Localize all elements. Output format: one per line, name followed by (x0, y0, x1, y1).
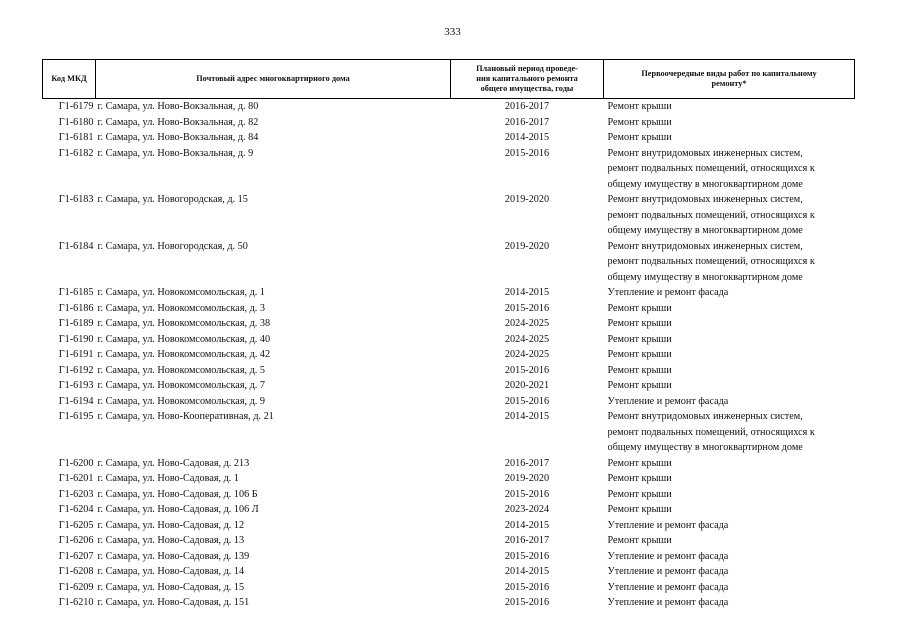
code-cell: Г1-6191 (58, 349, 94, 360)
header-address: Почтовый адрес многоквартирного дома (96, 60, 451, 99)
code-cell: Г1-6210 (58, 597, 94, 608)
work-cell: Утепление и ремонт фасада (607, 550, 729, 562)
table-row (43, 239, 855, 286)
work-cell: Утепление и ремонт фасада (607, 597, 729, 608)
table-row (43, 301, 855, 317)
work-cell: Ремонт внутридомовых инженерных систем, ремонт подвальных помещений, относящихся к общему имуществу в многоквартирном доме (607, 147, 815, 190)
table-row (43, 347, 855, 363)
address-cell: г. Самара, ул. Ново-Садовая, д. 106 Б (97, 488, 258, 500)
address-cell: г. Самара, ул. Ново-Садовая, д. 14 (97, 566, 245, 577)
code-cell: Г1-6186 (58, 302, 94, 314)
work-cell: Ремонт крыши (607, 488, 672, 500)
code-cell: Г1-6189 (58, 318, 94, 329)
address-cell: г. Самара, ул. Новокомсомольская, д. 42 (97, 349, 271, 360)
table-row (43, 146, 855, 193)
address-cell: г. Самара, ул. Ново-Садовая, д. 106 Л (97, 504, 259, 515)
code-cell: Г1-6179 (58, 101, 94, 112)
code-cell: Г1-6209 (58, 581, 94, 593)
work-cell: Ремонт внутридомовых инженерных систем, ремонт подвальных помещений, относящихся к общему имуществу в многоквартирном доме (607, 240, 815, 283)
code-cell: Г1-6180 (58, 116, 94, 128)
work-cell: Ремонт крыши (607, 457, 672, 469)
code-cell: Г1-6204 (58, 504, 94, 515)
address-cell: г. Самара, ул. Ново-Садовая, д. 12 (97, 519, 245, 531)
period-cell: 2014-2015 (504, 132, 550, 143)
period-cell: 2016-2017 (504, 116, 550, 128)
period-cell: 2023-2024 (504, 504, 550, 515)
work-cell: Ремонт крыши (607, 349, 672, 360)
table-row (43, 471, 855, 487)
address-cell: г. Самара, ул. Новокомсомольская, д. 5 (97, 364, 265, 376)
header-period: Плановый период проведе- ния капитального ремонта общего имущества, годы (451, 60, 604, 99)
table-body (43, 99, 855, 611)
repair-registry-table (42, 59, 855, 611)
period-cell: 2014-2015 (504, 566, 550, 577)
period-cell: 2015-2016 (504, 550, 550, 562)
code-cell: Г1-6185 (58, 287, 94, 298)
table-row (43, 564, 855, 580)
period-cell: 2015-2016 (504, 581, 550, 593)
period-cell: 2015-2016 (504, 395, 550, 407)
code-cell: Г1-6194 (58, 395, 94, 407)
period-cell: 2016-2017 (504, 457, 550, 469)
work-cell: Утепление и ремонт фасада (607, 519, 729, 531)
table-row (43, 99, 855, 115)
code-cell: Г1-6192 (58, 364, 94, 376)
period-cell: 2024-2025 (504, 333, 550, 345)
table-row (43, 285, 855, 301)
address-cell: г. Самара, ул. Новогородская, д. 15 (97, 194, 248, 205)
code-cell: Г1-6184 (58, 240, 94, 252)
header-row (43, 60, 855, 99)
table-row (43, 409, 855, 456)
table-row (43, 549, 855, 565)
address-cell: г. Самара, ул. Ново-Вокзальная, д. 82 (97, 116, 259, 128)
table-row (43, 378, 855, 394)
work-cell: Утепление и ремонт фасада (607, 395, 729, 407)
table-row (43, 130, 855, 146)
work-cell: Утепление и ремонт фасада (607, 287, 729, 298)
address-cell: г. Самара, ул. Ново-Вокзальная, д. 80 (97, 101, 259, 112)
address-cell: г. Самара, ул. Новокомсомольская, д. 3 (97, 302, 265, 314)
address-cell: г. Самара, ул. Новокомсомольская, д. 7 (97, 380, 265, 391)
table-row (43, 332, 855, 348)
period-cell: 2015-2016 (504, 364, 550, 376)
code-cell: Г1-6182 (58, 147, 94, 159)
address-cell: г. Самара, ул. Ново-Садовая, д. 1 (97, 473, 239, 484)
code-cell: Г1-6183 (58, 194, 94, 205)
work-cell: Утепление и ремонт фасада (607, 581, 729, 593)
table-row (43, 456, 855, 472)
address-cell: г. Самара, ул. Новогородская, д. 50 (97, 240, 248, 252)
work-cell: Ремонт крыши (607, 380, 672, 391)
table-row (43, 502, 855, 518)
code-cell: Г1-6181 (58, 132, 94, 143)
code-cell: Г1-6205 (58, 519, 94, 531)
table-row (43, 580, 855, 596)
work-cell: Ремонт крыши (607, 318, 672, 329)
address-cell: г. Самара, ул. Ново-Вокзальная, д. 9 (97, 147, 254, 159)
work-cell: Ремонт крыши (607, 101, 672, 112)
period-cell: 2019-2020 (504, 473, 550, 484)
period-cell: 2016-2017 (504, 535, 550, 546)
code-cell: Г1-6193 (58, 380, 94, 391)
work-cell: Ремонт крыши (607, 504, 672, 515)
address-cell: г. Самара, ул. Новокомсомольская, д. 9 (97, 395, 265, 407)
work-cell: Ремонт крыши (607, 116, 672, 128)
work-cell: Утепление и ремонт фасада (607, 566, 729, 577)
period-cell: 2015-2016 (504, 597, 550, 608)
period-cell: 2014-2015 (504, 287, 550, 298)
period-cell: 2016-2017 (504, 101, 550, 112)
period-cell: 2024-2025 (504, 349, 550, 360)
code-cell: Г1-6190 (58, 333, 94, 345)
work-cell: Ремонт крыши (607, 132, 672, 143)
period-cell: 2014-2015 (504, 519, 550, 531)
work-cell: Ремонт крыши (607, 364, 672, 376)
address-cell: г. Самара, ул. Ново-Кооперативная, д. 21 (97, 411, 274, 422)
header-code: Код МКД (43, 60, 96, 99)
work-cell: Ремонт крыши (607, 302, 672, 314)
table-row (43, 363, 855, 379)
period-cell: 2015-2016 (504, 302, 550, 314)
table-row (43, 518, 855, 534)
address-cell: г. Самара, ул. Ново-Садовая, д. 213 (97, 457, 250, 469)
work-cell: Ремонт внутридомовых инженерных систем, ремонт подвальных помещений, относящихся к общему имуществу в многоквартирном доме (607, 194, 815, 236)
code-cell: Г1-6200 (58, 457, 94, 469)
code-cell: Г1-6203 (58, 488, 94, 500)
code-cell: Г1-6207 (58, 550, 94, 562)
table-row (43, 487, 855, 503)
code-cell: Г1-6206 (58, 535, 94, 546)
address-cell: г. Самара, ул. Ново-Вокзальная, д. 84 (97, 132, 259, 143)
address-cell: г. Самара, ул. Ново-Садовая, д. 15 (97, 581, 245, 593)
table-row (43, 192, 855, 239)
period-cell: 2019-2020 (504, 194, 550, 205)
code-cell: Г1-6208 (58, 566, 94, 577)
table-header (43, 60, 855, 99)
period-cell: 2015-2016 (504, 147, 550, 159)
code-cell: Г1-6195 (58, 411, 94, 422)
address-cell: г. Самара, ул. Новокомсомольская, д. 40 (97, 333, 271, 345)
table-row (43, 316, 855, 332)
page-number: 333 (444, 26, 461, 38)
period-cell: 2024-2025 (504, 318, 550, 329)
address-cell: г. Самара, ул. Новокомсомольская, д. 1 (97, 287, 265, 298)
work-cell: Ремонт крыши (607, 473, 672, 484)
work-cell: Ремонт крыши (607, 535, 672, 546)
period-cell: 2015-2016 (504, 488, 550, 500)
table-row (43, 115, 855, 131)
table-row (43, 394, 855, 410)
work-cell: Ремонт внутридомовых инженерных систем, ремонт подвальных помещений, относящихся к общему имуществу в многоквартирном доме (607, 411, 815, 453)
header-work: Первоочередные виды работ по капитальному ремонту* (604, 60, 855, 99)
code-cell: Г1-6201 (58, 473, 94, 484)
table-row (43, 595, 855, 611)
work-cell: Ремонт крыши (607, 333, 672, 345)
period-cell: 2020-2021 (504, 380, 550, 391)
period-cell: 2019-2020 (504, 240, 550, 252)
address-cell: г. Самара, ул. Новокомсомольская, д. 38 (97, 318, 271, 329)
address-cell: г. Самара, ул. Ново-Садовая, д. 139 (97, 550, 250, 562)
address-cell: г. Самара, ул. Ново-Садовая, д. 13 (97, 535, 245, 546)
address-cell: г. Самара, ул. Ново-Садовая, д. 151 (97, 597, 250, 608)
period-cell: 2014-2015 (504, 411, 550, 422)
table-row (43, 533, 855, 549)
